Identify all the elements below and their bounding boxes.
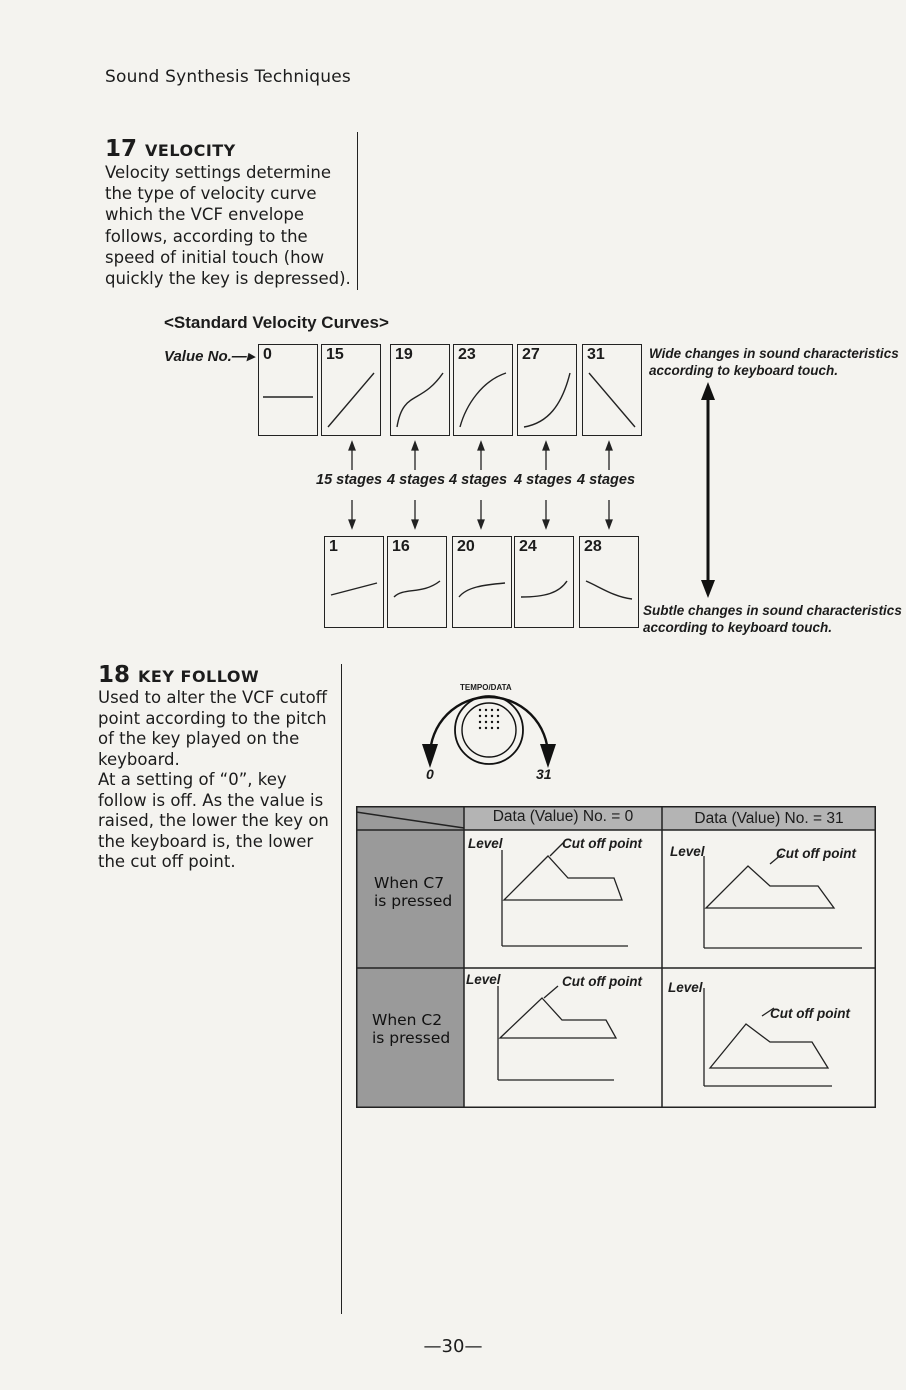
curves-title: <Standard Velocity Curves> (164, 313, 389, 332)
page-number: —30— (423, 1336, 483, 1357)
wide-change-note (649, 345, 899, 379)
curve-number: 28 (584, 538, 602, 555)
velocity-section (105, 136, 355, 289)
dial-min: 0 (426, 766, 434, 782)
curve-gentle (325, 537, 383, 627)
row-label-c7: When C7 is pressed (374, 874, 453, 910)
key-follow-number: 18 (98, 662, 131, 688)
subtle-change-note (643, 602, 902, 636)
curve-gentle-log (453, 537, 511, 627)
curve-number: 16 (392, 538, 410, 555)
curve-gentle-reverse (580, 537, 638, 627)
stage-label: 4 stages (577, 472, 636, 488)
curve-convex (391, 345, 449, 435)
dial-label: TEMPO/DATA (460, 683, 512, 692)
curve-box-28 (579, 536, 639, 628)
key-follow-body: Used to alter the VCF cutoff point according to the pitch of the key played on the keyboard. At a setting of “0”, key follow is off. As the value is raised, the lower the key on the keyboard is, the lower the cut off point. (98, 688, 329, 871)
curve-box-31 (582, 344, 642, 436)
curve-number: 0 (263, 346, 272, 363)
curve-log (454, 345, 512, 435)
row-label-c2: When C2 is pressed (372, 1011, 451, 1047)
key-follow-divider (341, 664, 342, 1314)
curve-box-20 (452, 536, 512, 628)
curve-box-0 (258, 344, 318, 436)
curve-exp (518, 345, 576, 435)
curve-box-19 (390, 344, 450, 436)
value-no-text: Value No.— (164, 348, 247, 365)
velocity-number: 17 (105, 136, 138, 162)
curve-flat (259, 345, 317, 435)
graph-c7-0 (464, 830, 662, 968)
stage-label: 4 stages (387, 472, 446, 488)
curve-number: 27 (522, 346, 540, 363)
col-header-31: Data (Value) No. = 31 (694, 810, 844, 827)
curve-reverse (583, 345, 641, 435)
level-label: Level (466, 972, 501, 987)
curve-gentle-convex (388, 537, 446, 627)
level-label: Level (468, 836, 503, 851)
level-label: Level (668, 980, 703, 995)
curve-number: 15 (326, 346, 344, 363)
curve-number: 31 (587, 346, 605, 363)
velocity-title: VELOCITY (145, 141, 236, 160)
cutoff-label: Cut off point (770, 1006, 850, 1021)
wide-note-line: according to keyboard touch. (649, 363, 839, 378)
key-follow-heading (98, 662, 343, 688)
graph-c7-31 (662, 830, 876, 968)
curve-number: 19 (395, 346, 413, 363)
level-label: Level (670, 844, 705, 859)
curve-number: 24 (519, 538, 537, 555)
stage-label: 4 stages (514, 472, 573, 488)
cutoff-label: Cut off point (776, 846, 856, 861)
page-header: Sound Synthesis Techniques (105, 67, 351, 87)
subtle-note-line: according to keyboard touch. (643, 620, 833, 635)
curve-box-23 (453, 344, 513, 436)
graph-c2-31 (662, 968, 876, 1108)
graph-c2-0 (464, 968, 662, 1108)
curve-gentle-exp (515, 537, 573, 627)
curve-linear (322, 345, 380, 435)
key-follow-section (98, 662, 343, 873)
arrow-right-icon: ▸ (246, 348, 255, 365)
cutoff-label: Cut off point (562, 974, 642, 989)
dial-max: 31 (536, 766, 552, 782)
curve-box-27 (517, 344, 577, 436)
subtle-note-line: Subtle changes in sound characteristics (643, 603, 902, 618)
key-follow-table (356, 806, 876, 1108)
stage-label: 4 stages (449, 472, 508, 488)
curve-number: 20 (457, 538, 475, 555)
velocity-body: Velocity settings determine the type of velocity curve which the VCF envelope follows, according to the speed of initial touch (how quickly the key is depressed). (105, 163, 351, 289)
key-follow-title: KEY FOLLOW (138, 667, 260, 686)
curve-box-15 (321, 344, 381, 436)
value-no-label (164, 347, 254, 365)
curve-box-24 (514, 536, 574, 628)
curve-box-1 (324, 536, 384, 628)
velocity-divider (357, 132, 358, 290)
cutoff-label: Cut off point (562, 836, 642, 851)
curve-number: 23 (458, 346, 476, 363)
wide-note-line: Wide changes in sound characteristics (649, 346, 899, 361)
curve-number: 1 (329, 538, 338, 555)
curve-box-16 (387, 536, 447, 628)
stage-label: 15 stages (316, 472, 383, 488)
double-arrow-icon (698, 380, 718, 600)
velocity-heading (105, 136, 355, 162)
col-header-0: Data (Value) No. = 0 (492, 808, 634, 825)
